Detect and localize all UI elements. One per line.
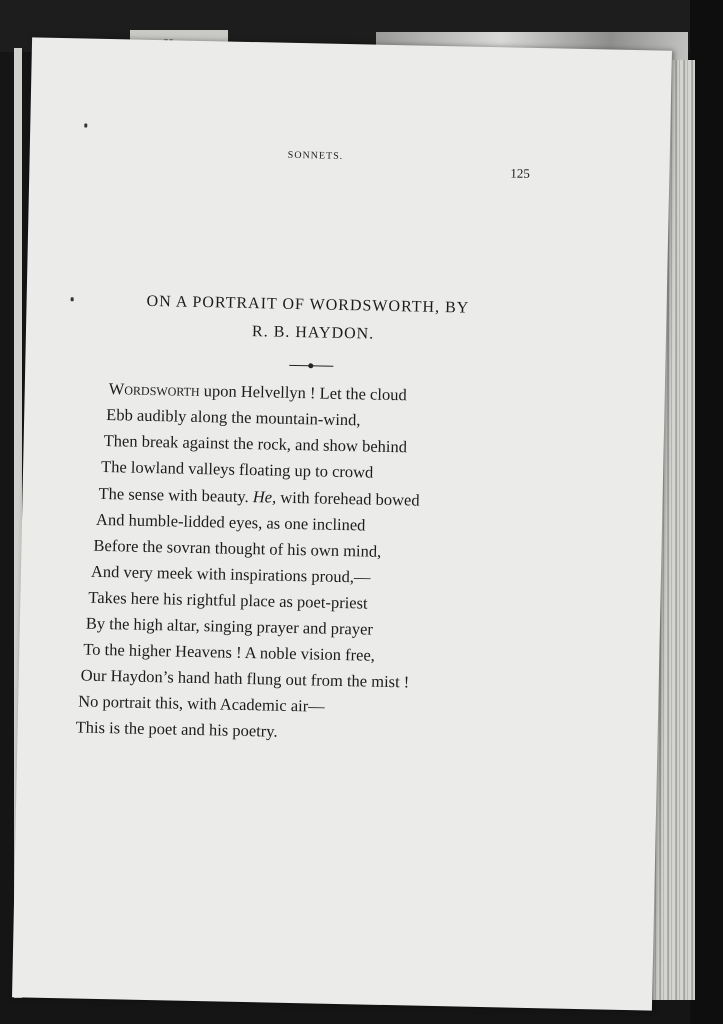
poem-line-2: Ebb audibly along the mountain-wind,: [106, 405, 361, 430]
poem-line-5: [98, 484, 419, 511]
poem-line-14: This is the poet and his poetry.: [75, 717, 278, 741]
poem-line-1-rest: upon Helvellyn ! Let the cloud: [199, 380, 407, 405]
speck-mark: [84, 124, 87, 128]
speck-mark: [71, 297, 74, 301]
poem-line-13: No portrait this, with Academic air—: [78, 691, 325, 716]
poem-line-7: Before the sovran thought of his own mind,: [93, 535, 382, 561]
poem-line-1: [109, 379, 407, 405]
page-number: 125: [510, 165, 531, 181]
poem-line-5-a: The sense with beauty.: [98, 483, 254, 507]
poem-title-line-1: ON A PORTRAIT OF WORDSWORTH, BY: [146, 292, 470, 317]
poem-line-4: The lowland valleys floating up to crowd: [100, 456, 374, 482]
poem-line-8: And very meek with inspirations proud,—: [90, 561, 371, 587]
poem-line-6: And humble-lidded eyes, as one inclined: [95, 509, 366, 535]
poem-line-9: Takes here his rightful place as poet-priest: [88, 587, 368, 613]
poem-line-3: Then break against the rock, and show behind: [103, 430, 408, 457]
poem-title-line-2: R. B. HAYDON.: [251, 323, 375, 343]
poem-first-word: Wordsworth: [108, 379, 200, 400]
book-page: [12, 37, 672, 1010]
poem-line-5-italic: He,: [252, 487, 277, 507]
poem-line-12: Our Haydon’s hand hath flung out from the mist !: [80, 665, 410, 692]
running-head: SONNETS.: [287, 149, 344, 162]
poem-line-10: By the high altar, singing prayer and prayer: [85, 613, 374, 639]
title-divider-dot: [308, 363, 313, 368]
poem-line-5-c: with forehead bowed: [275, 487, 420, 510]
poem-line-11: To the higher Heavens ! A noble vision free,: [83, 639, 376, 665]
